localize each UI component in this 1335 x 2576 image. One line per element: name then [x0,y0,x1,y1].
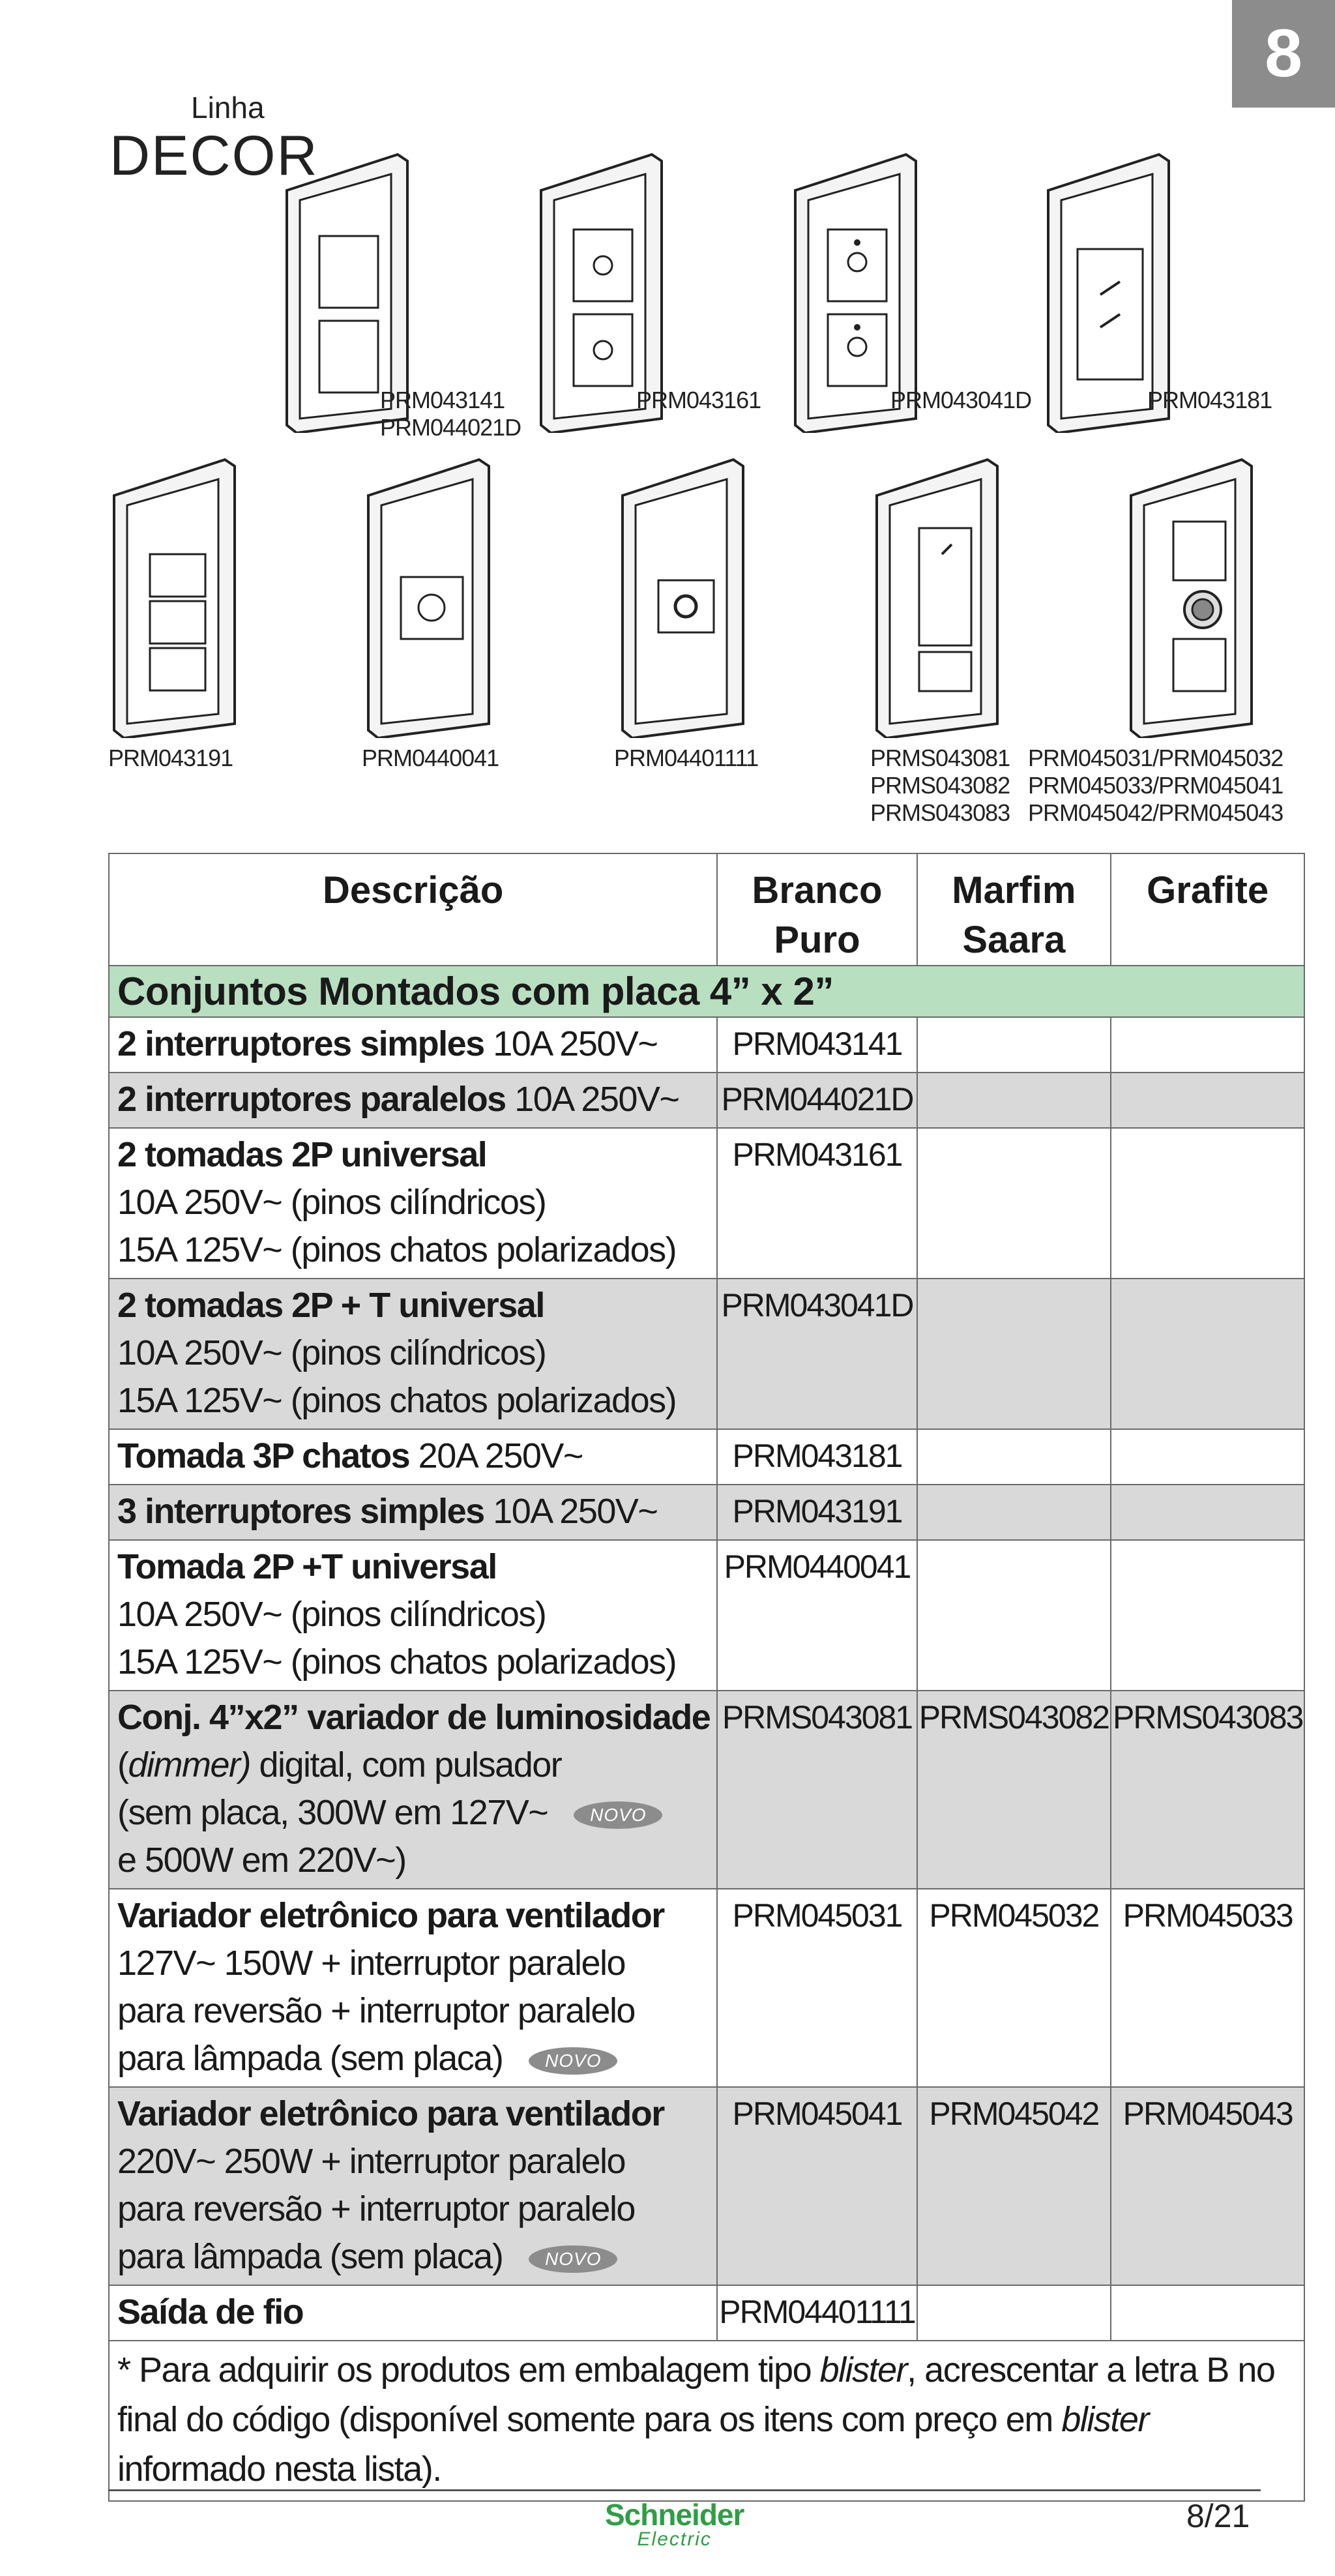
header-branco-puro-label: Branco Puro [752,869,883,961]
row-spec-line [117,1741,710,1789]
page-number: 8/21 [1186,2498,1250,2534]
row-spec-line: 15A 125V~ (pinos chatos polarizados) [117,1642,677,1681]
product-image-three-switch [108,456,238,738]
code-marfim [917,1485,1111,1540]
code-branco: PRM0440041 [717,1540,917,1691]
table-row [109,1017,1304,1073]
row-spec: 20A 250V~ [409,1436,583,1475]
header-branco-puro [717,853,917,966]
code-marfim: PRM045032 [917,1889,1111,2087]
gallery-code: PRM045031/PRM045032 [1028,745,1284,771]
gallery-code: PRM043181 [1147,387,1272,413]
table-row [109,1485,1304,1540]
row-description [109,1889,717,2087]
code-grafite: PRM045043 [1111,2087,1304,2285]
row-description [109,1485,717,1540]
header-grafite: Grafite [1111,853,1304,966]
row-description [109,1429,717,1485]
code-marfim [917,1073,1111,1128]
row-spec: 10A 250V~ [484,1492,658,1531]
schneider-logo [605,2497,744,2551]
row-title: 2 tomadas 2P universal [117,1135,487,1174]
table-row [109,1128,1304,1279]
footer-divider [108,2489,1261,2491]
code-branco: PRM045031 [717,1889,917,2087]
logo-bottom: Electric [637,2528,712,2550]
table-row [109,1889,1304,2087]
code-marfim [917,1429,1111,1485]
code-grafite [1111,1279,1304,1429]
product-image-single-outlet [362,456,492,738]
row-description [109,1540,717,1691]
table-header-row [109,853,1304,966]
catalog-table [108,853,1305,2502]
table-row [109,1073,1304,1128]
code-branco: PRM043141 [717,1017,917,1073]
novo-badge: NOVO [574,1801,662,1829]
row-title: Tomada 3P chatos [117,1436,410,1475]
row-spec-line: 10A 250V~ (pinos cilíndricos) [117,1333,546,1372]
section-title: Conjuntos Montados com placa 4” x 2” [109,966,1304,1017]
row-spec-line: 10A 250V~ (pinos cilíndricos) [117,1183,546,1222]
novo-badge: NOVO [529,2245,617,2273]
code-grafite: PRM045033 [1111,1889,1304,2087]
code-grafite [1111,1429,1304,1485]
row-spec-part: para lâmpada (sem placa) [117,2039,503,2078]
note-text: informado nesta lista). [117,2450,441,2489]
row-description [109,1691,717,1889]
table-row [109,1279,1304,1429]
gallery-code: PRMS043083 [870,799,1010,826]
row-description [109,1017,717,1073]
row-title: Variador eletrônico para ventilador [117,1896,664,1935]
row-spec-line [117,1789,710,1837]
code-grafite [1111,1540,1304,1691]
code-branco: PRMS043081 [717,1691,917,1889]
row-title: Tomada 2P +T universal [117,1547,497,1586]
novo-badge: NOVO [529,2047,617,2075]
brand-name: DECOR [110,125,319,187]
header-description: Descrição [109,853,717,966]
table-row [109,2285,1304,2341]
row-title: 2 interruptores paralelos [117,1080,506,1119]
code-grafite [1111,1485,1304,1540]
code-marfim [917,1128,1111,1279]
row-title: Saída de fio [117,2292,304,2332]
row-spec-part: ( [117,1745,128,1784]
gallery-code: PRMS043081 [870,745,1010,771]
row-spec-part: para lâmpada (sem placa) [117,2237,503,2276]
row-spec-italic: dimmer) [128,1745,250,1784]
row-spec-part: (sem placa, 300W em 127V~ [117,1793,548,1832]
note-text: , acrescentar a letra B no final do código (disponível somente para os itens com preço em [117,2350,1275,2439]
code-grafite [1111,1128,1304,1279]
code-marfim [917,1540,1111,1691]
row-description [109,1073,717,1128]
header-marfim-saara-label: Marfim Saara [952,869,1076,961]
gallery-code: PRM045042/PRM045043 [1028,799,1284,826]
chapter-badge: 8 [1232,0,1335,108]
product-image-wire-outlet [616,456,746,738]
code-branco: PRM043191 [717,1485,917,1540]
gallery-code: PRM0440041 [362,745,499,771]
row-spec-line: 10A 250V~ (pinos cilíndricos) [117,1595,546,1634]
row-spec: 10A 250V~ [505,1080,679,1119]
table-row [109,1429,1304,1485]
table-row [109,1691,1304,1889]
row-spec-line: para reversão + interruptor paralelo [117,1991,635,2030]
row-description [109,1128,717,1279]
note-italic: blister [1061,2400,1149,2439]
gallery-code: PRM043041D [890,387,1032,413]
gallery-code: PRM045033/PRM045041 [1028,772,1284,799]
code-branco: PRM04401111 [717,2285,917,2341]
section-row [109,966,1304,1017]
code-grafite [1111,1073,1304,1128]
row-spec-line: 15A 125V~ (pinos chatos polarizados) [117,1381,677,1420]
blister-note [109,2341,1304,2501]
row-spec-line: 15A 125V~ (pinos chatos polarizados) [117,1230,677,1269]
row-spec-line: e 500W em 220V~) [117,1841,406,1880]
row-description [109,1279,717,1429]
gallery-code: PRM04401111 [614,745,759,771]
code-marfim [917,2285,1111,2341]
code-branco: PRM043041D [717,1279,917,1429]
code-marfim: PRM045042 [917,2087,1111,2285]
code-marfim [917,1017,1111,1073]
code-grafite [1111,2285,1304,2341]
row-spec-line: para reversão + interruptor paralelo [117,2189,635,2228]
gallery-code: PRMS043082 [870,772,1010,799]
product-image-fan-controller [1124,456,1255,738]
gallery-code: PRM043161 [636,387,761,413]
row-spec: 10A 250V~ [484,1024,658,1063]
note-italic: blister [819,2350,907,2390]
code-grafite [1111,1017,1304,1073]
row-title: 3 interruptores simples [117,1492,484,1531]
row-spec-line [117,2233,710,2281]
row-description [109,2285,717,2341]
note-row [109,2341,1304,2501]
table-row [109,2087,1304,2285]
row-title: 2 tomadas 2P + T universal [117,1286,544,1325]
gallery-code: PRM043141 [380,387,505,413]
code-branco: PRM044021D [717,1073,917,1128]
brand-line-label: Linha [191,91,265,125]
gallery-code: PRM044021D [380,414,521,441]
gallery-code: PRM043191 [108,745,233,771]
code-branco: PRM043161 [717,1128,917,1279]
code-branco: PRM043181 [717,1429,917,1485]
row-spec-line [117,2035,710,2082]
product-image-dimmer [870,456,1001,738]
row-spec-line: 127V~ 150W + interruptor paralelo [117,1944,626,1983]
row-spec-line: 220V~ 250W + interruptor paralelo [117,2142,626,2181]
code-grafite: PRMS043083 [1111,1691,1304,1889]
code-branco: PRM045041 [717,2087,917,2285]
row-title: 2 interruptores simples [117,1024,484,1063]
row-description [109,2087,717,2285]
code-marfim [917,1279,1111,1429]
logo-top: Schneider [605,2498,744,2532]
note-text: * Para adquirir os produtos em embalagem tipo [117,2350,820,2390]
row-title: Conj. 4”x2” variador de luminosidade [117,1698,711,1737]
row-spec-part: digital, com pulsador [250,1745,562,1784]
header-marfim-saara [917,853,1111,966]
row-title: Variador eletrônico para ventilador [117,2094,664,2133]
table-row [109,1540,1304,1691]
code-marfim: PRMS043082 [917,1691,1111,1889]
